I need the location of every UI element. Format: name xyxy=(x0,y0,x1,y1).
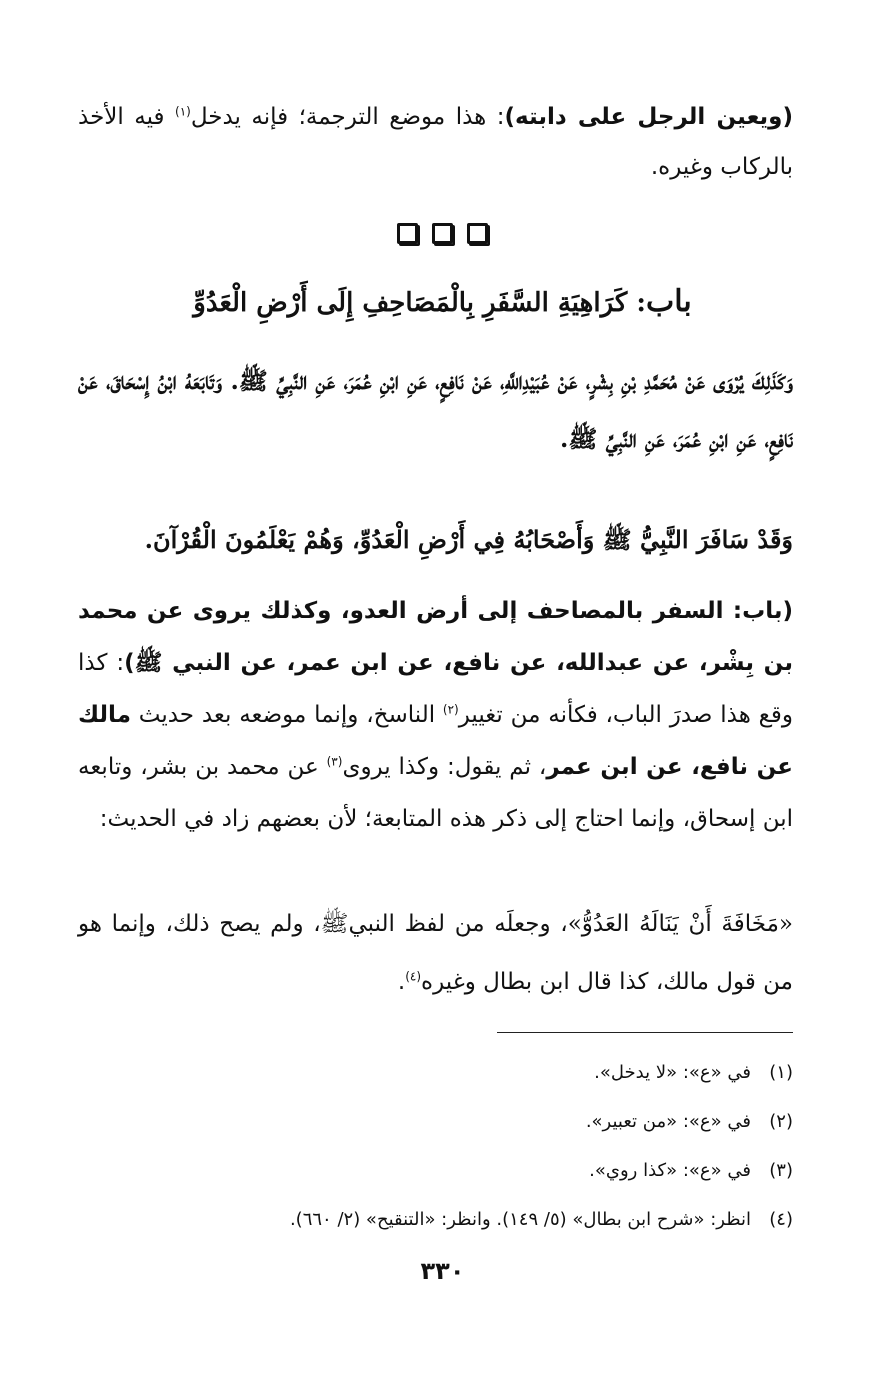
footnote-text: انظر: «شرح ابن بطال» (٥/ ١٤٩). وانظر: «التنقيح» (٢/ ٦٦٠). xyxy=(289,1209,751,1230)
footnote-item xyxy=(78,1146,793,1195)
separator-square-icon xyxy=(397,223,418,244)
chapter-title-text: : كَرَاهِيَةِ السَّفَرِ بِالْمَصَاحِفِ إِلَى أَرْضِ الْعَدُوِّ xyxy=(193,288,646,318)
intro-text: : هذا موضع الترجمة؛ فإنه يدخل xyxy=(190,104,505,130)
page-number: ٣٣٠ xyxy=(420,1257,465,1285)
footnote-text: في «ع»: «من تعبير». xyxy=(585,1111,751,1132)
footnote-text: في «ع»: «كذا روي». xyxy=(589,1160,751,1181)
chapter-heading xyxy=(0,280,885,325)
footnote-ref-2[interactable]: (٢) xyxy=(442,702,459,717)
footnote-number: (٣) xyxy=(769,1160,793,1181)
commentary-text-d: عن محمد بن بشر، وتابعه ابن إسحاق، وإنما احتاج إلى ذكر هذه المتابعة؛ لأن بعضهم زاد في الحديث: xyxy=(78,754,793,832)
footnote-number: (٢) xyxy=(769,1111,793,1132)
footnote-text: في «ع»: «لا يدخل». xyxy=(594,1062,751,1083)
separator-square-icon xyxy=(432,223,453,244)
footnote-ref-3[interactable]: (٣) xyxy=(326,754,343,769)
footnote-item xyxy=(78,1195,793,1244)
footnote-item xyxy=(78,1097,793,1146)
intro-text-end: فيه الأخذ بالركاب وغيره. xyxy=(78,104,793,180)
commentary-paragraph-2 xyxy=(78,895,793,1011)
commentary-lemma-2: مالك عن نافع، عن ابن عمر xyxy=(78,702,793,780)
footnote-number: (١) xyxy=(769,1062,793,1083)
commentary-paragraph xyxy=(78,585,793,845)
commentary-text-b: الناسخ، وإنما موضعه بعد حديث xyxy=(130,702,443,728)
matn-paragraph-1: وَكَذَلِكَ يُرْوَى عَنْ مُحَمَّدِ بْنِ بِشْرٍ، عَنْ عُبَيْدِاللَّهِ، عَنْ نَافِعٍ، عَنِ ابْنِ عُمَرَ، عَنِ النَّبِيِّ ﷺ. وَتَابَعَهُ ابْنُ إِسْحَاقَ، عَنْ نَافِعٍ، عَنِ ابْنِ عُمَرَ، عَنِ النَّبِيِّ ﷺ. xyxy=(78,366,793,453)
commentary2-text-a: ، وجعلَه من لفظ النبيﷺ، ولم يصح ذلك، وإنما هو من قول مالك، كذا قال ابن بطال وغيره xyxy=(78,911,793,995)
footnote-ref-4[interactable]: (٤) xyxy=(405,969,422,984)
intro-paragraph xyxy=(78,92,793,192)
footnote-divider xyxy=(497,1032,793,1033)
separator-square-icon xyxy=(467,223,488,244)
commentary-text-a: : كذا وقع هذا صدرَ الباب، فكأنه من تغيير xyxy=(78,650,793,728)
matn-paragraph-2: وَقَدْ سَافَرَ النَّبِيُّ ﷺ وَأَصْحَابُهُ فِي أَرْضِ الْعَدُوِّ، وَهُمْ يَعْلَمُونَ الْقُرْآنَ. xyxy=(144,525,793,554)
footnote-ref-1[interactable]: (١) xyxy=(175,104,191,119)
chapter-bab-word: باب xyxy=(645,284,692,319)
footnote-number: (٤) xyxy=(769,1209,793,1230)
section-separator xyxy=(0,223,885,244)
commentary2-text-b: . xyxy=(397,969,406,995)
intro-lemma: (ويعين الرجل على دابته) xyxy=(504,104,793,130)
commentary-lemma: (باب: السفر بالمصاحف إلى أرض العدو، وكذلك يروى عن محمد بن بِشْر، عن عبدالله، عن نافع، عن ابن عمر، عن النبي ﷺ) xyxy=(78,598,793,676)
hadith-quote: «مَخَافَةَ أَنْ يَنَالَهُ العَدُوُّ» xyxy=(567,911,793,937)
commentary-text-c: ، ثم يقول: وكذا يروى xyxy=(342,754,547,780)
footnotes-list xyxy=(78,1048,793,1244)
footnote-item xyxy=(78,1048,793,1097)
